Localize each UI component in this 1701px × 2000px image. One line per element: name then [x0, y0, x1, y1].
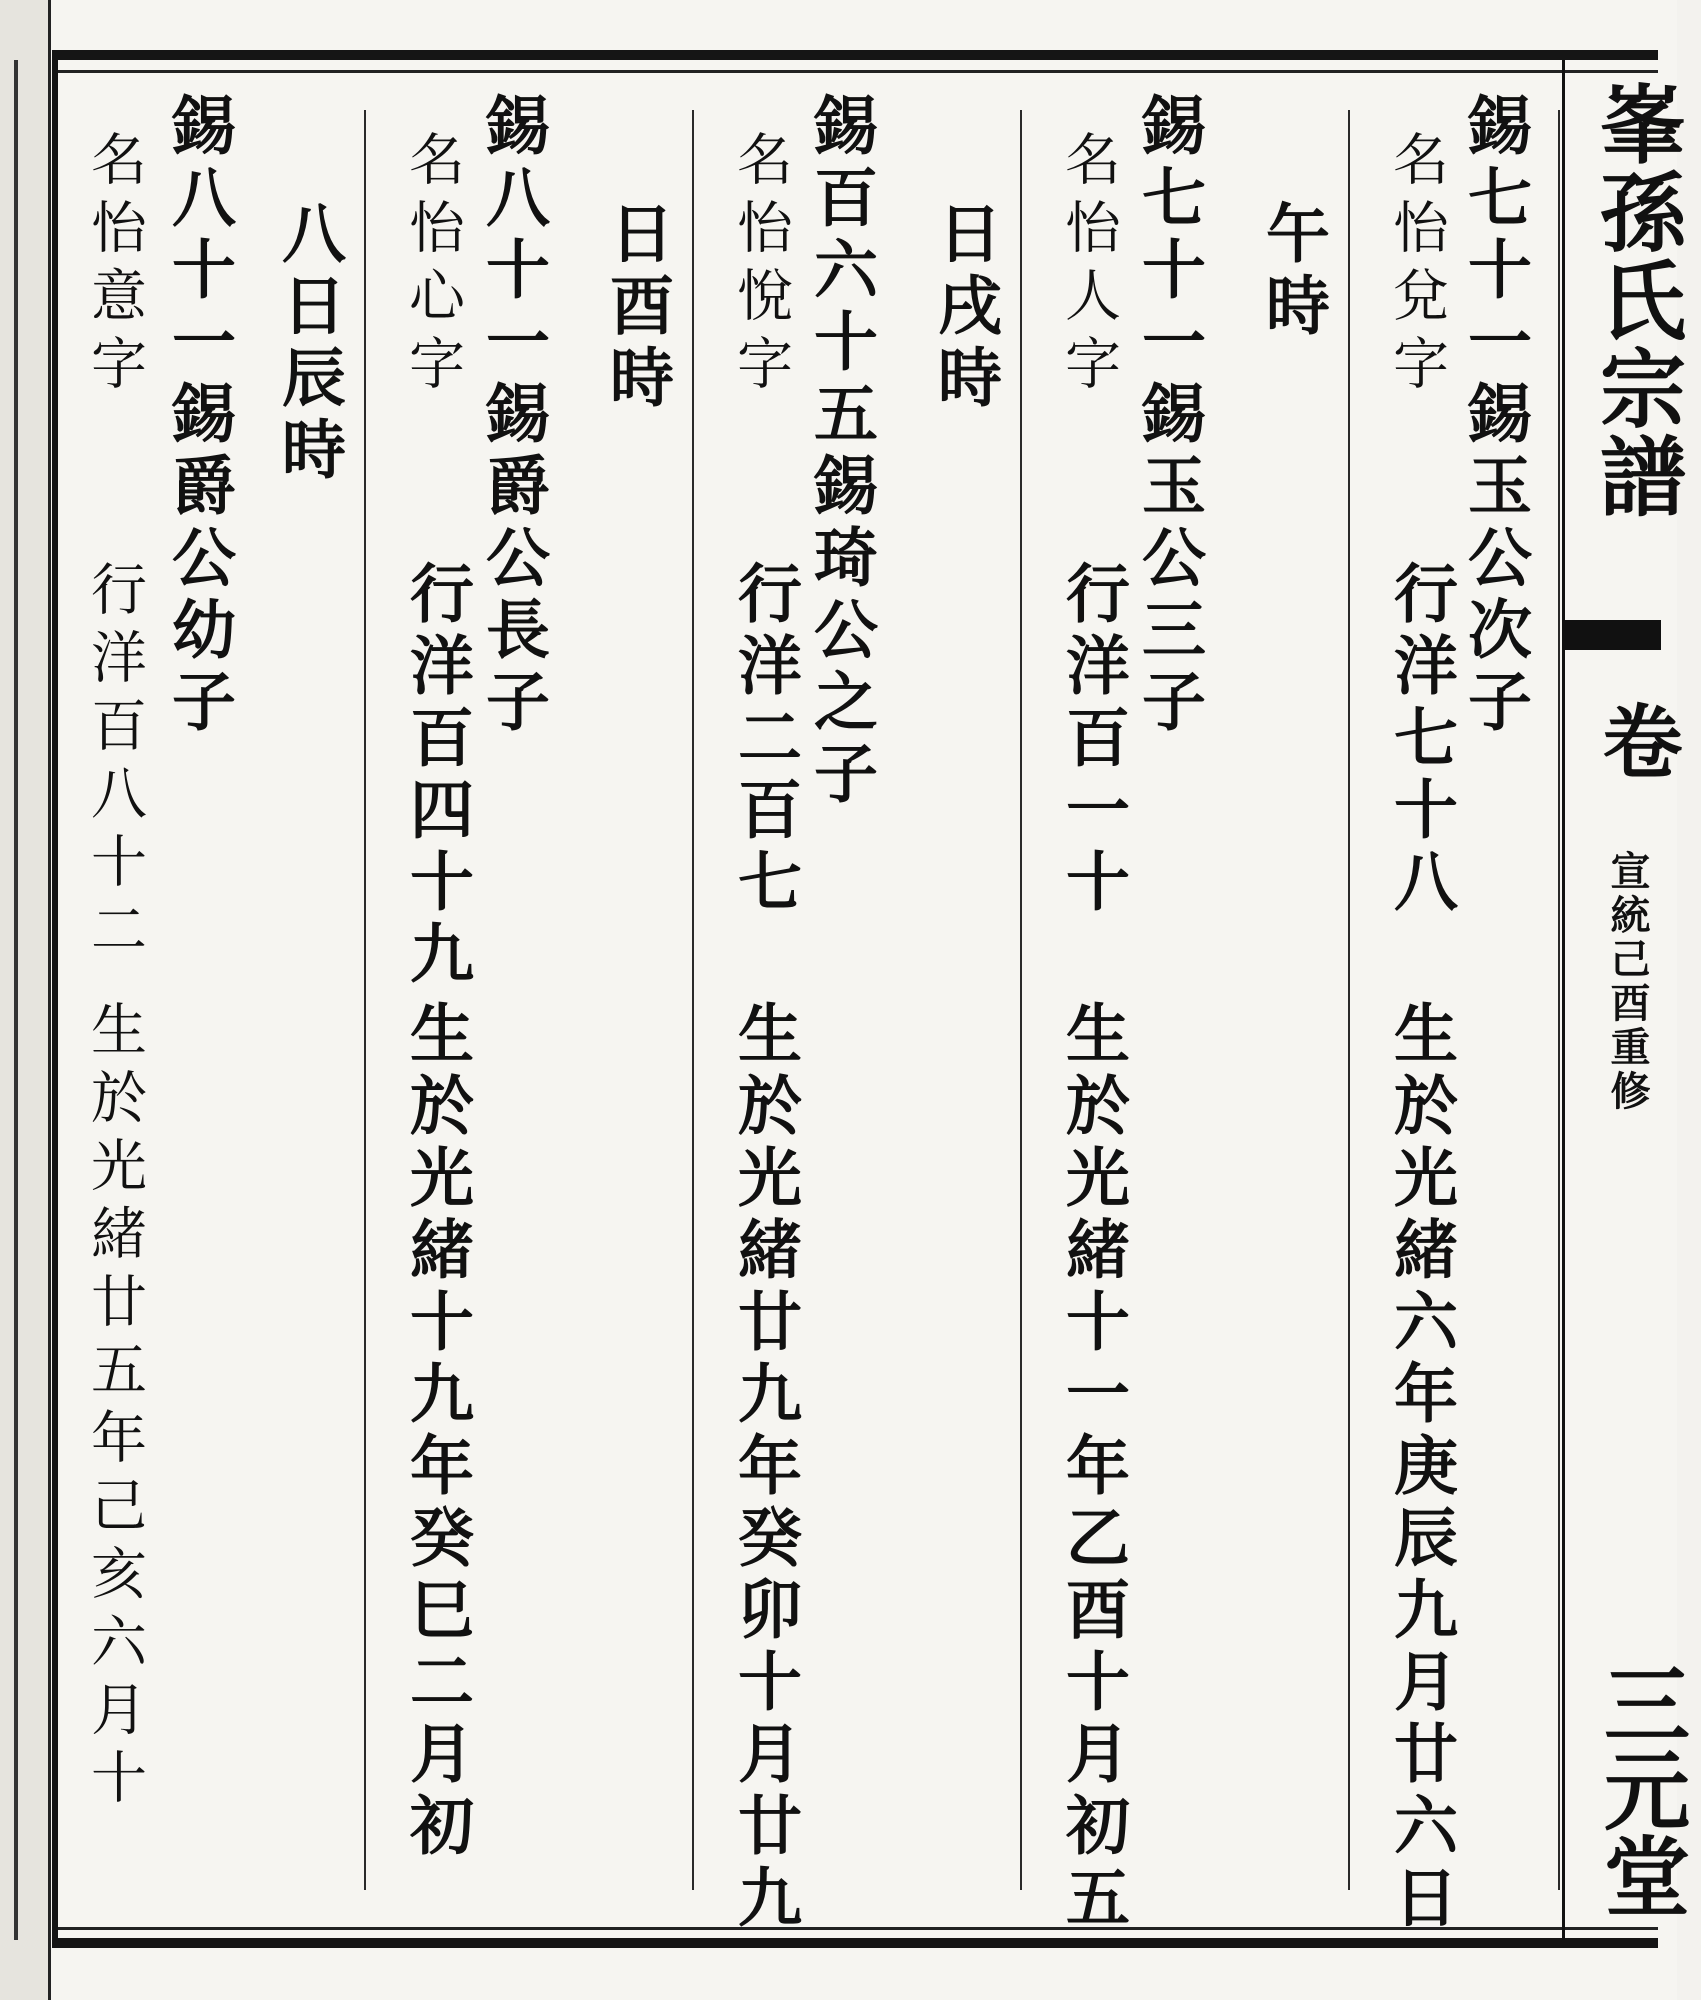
edition-note: 宣統己酉重修 [1604, 850, 1651, 1114]
entry-rank: 行洋百一十 [1055, 560, 1130, 920]
frame-inner-top-rule [58, 70, 1658, 73]
spine-fishtail-mark [1565, 620, 1661, 650]
entry-heading: 錫百六十五錫琦公之子 [803, 92, 878, 812]
entry-name-line: 名怡心字 [400, 130, 465, 402]
column-rule [1020, 110, 1022, 1890]
entry-birth: 生於光緒廿九年癸卯十月廿九 [727, 1000, 802, 1936]
column-rule [692, 110, 694, 1890]
hall-name: 三元堂 [1589, 1660, 1690, 1918]
entry-birth: 生於光緒十一年乙酉十月初五 [1055, 1000, 1130, 1936]
entry-birth: 生於光緒十九年癸巳二月初 [399, 1000, 474, 1864]
entry-rank: 行洋七十八 [1383, 560, 1458, 920]
entry-heading: 錫七十一錫玉公三子 [1131, 92, 1206, 740]
entry-birth-time: 日戌時 [927, 200, 1002, 416]
entry-name-line: 名怡悅字 [728, 130, 793, 402]
entry-birth-time: 日酉時 [599, 200, 674, 416]
entry-birth-time: 午時 [1255, 200, 1330, 344]
entry-birth: 生於光緒廿五年己亥六月十 [82, 1000, 147, 1816]
previous-page-edge [0, 0, 51, 2000]
entry-rank: 行洋二百七 [727, 560, 802, 920]
entry-heading: 錫七十一錫玉公次子 [1457, 92, 1532, 740]
entry-heading: 錫八十一錫爵公長子 [475, 92, 550, 740]
entry-rank: 行洋百四十九 [399, 560, 474, 992]
entry-heading: 錫八十一錫爵公幼子 [161, 92, 236, 740]
column-rule [364, 110, 366, 1890]
entry-name-line: 名怡人字 [1056, 130, 1121, 402]
entry-name-line: 名怡意字 [82, 130, 147, 402]
entry-birth-time: 八日辰時 [271, 200, 346, 488]
entry-name-line: 名怡兌字 [1384, 130, 1449, 402]
binding-gutter-line [14, 60, 18, 1940]
book-title: 峯孫氏宗譜 [1585, 80, 1686, 520]
page-spine [1562, 60, 1690, 1940]
volume-label: 卷 [1589, 700, 1683, 780]
column-rule [1558, 110, 1560, 1890]
entry-birth: 生於光緒六年庚辰九月廿六日 [1383, 1000, 1458, 1936]
column-rule [1348, 110, 1350, 1890]
entry-rank: 行洋百八十二 [82, 560, 147, 968]
